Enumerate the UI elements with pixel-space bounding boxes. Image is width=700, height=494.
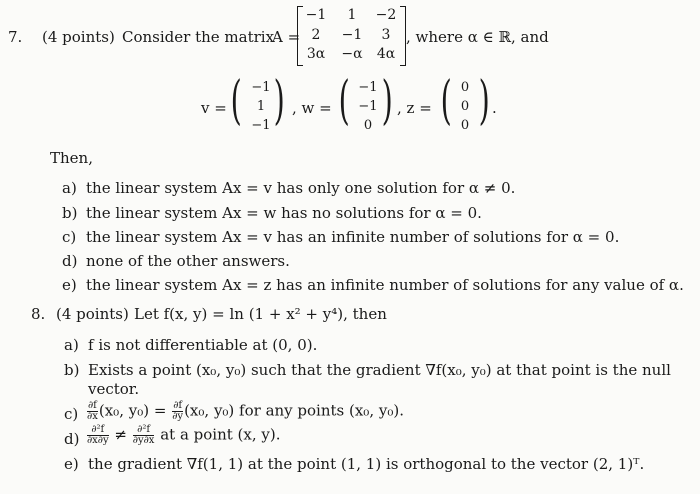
matrix-cell: 3 xyxy=(381,27,391,43)
q7-option-d-text: none of the other answers. xyxy=(86,252,290,270)
q8-intro: Let f(x, y) = ln (1 + x² + y⁴), then xyxy=(134,305,387,323)
v-entry: −1 xyxy=(251,118,271,133)
w-right-paren: ) xyxy=(381,71,393,131)
q8-option-a-text: f is not differentiable at (0, 0). xyxy=(88,336,318,354)
z-entry: 0 xyxy=(460,99,470,114)
q7-option-a-letter: a) xyxy=(62,179,77,197)
q7-option-a-text: the linear system Ax = v has only one solution for α ≠ 0. xyxy=(86,179,516,197)
q7-option-b-letter: b) xyxy=(62,204,78,222)
q7-points: (4 points) xyxy=(42,28,115,46)
w-label: , w = xyxy=(292,99,332,117)
v-left-paren: ( xyxy=(230,71,242,131)
q8-option-b-text: Exists a point (x₀, y₀) such that the gradient ∇f(x₀, y₀) at that point is the null xyxy=(88,361,671,379)
matrix-cell: 2 xyxy=(311,27,321,43)
q8-points: (4 points) xyxy=(56,305,129,323)
q7-where: , where α ∈ ℝ, and xyxy=(406,28,549,46)
matrix-cell: −α xyxy=(341,46,363,62)
w-left-paren: ( xyxy=(338,71,350,131)
q7-option-b-text: the linear system Ax = w has no solutions for α = 0. xyxy=(86,204,482,222)
q8-option-b-text-cont: vector. xyxy=(88,380,140,398)
matrix-cell: −1 xyxy=(341,27,363,43)
partial-f-y-fraction: $\frac{\partial f}{\partial y}$ xyxy=(172,400,184,422)
w-entry: 0 xyxy=(363,118,373,133)
mixed-partial-xy-fraction: $\frac{\text{∂²f}}{\partial x\partial y}$ xyxy=(87,424,109,446)
w-entry: −1 xyxy=(358,99,378,114)
mixed-partial-yx-fraction: $\frac{\text{∂²f}}{\partial y\partial x}$ xyxy=(132,424,155,446)
matrix-cell: 4α xyxy=(376,46,396,62)
q8-option-e-letter: e) xyxy=(64,455,79,473)
q8-option-b-letter: b) xyxy=(64,361,80,379)
z-entry: 0 xyxy=(460,80,470,95)
z-right-paren: ) xyxy=(478,71,490,131)
q7-number: 7. xyxy=(8,28,23,46)
q7-intro: Consider the matrix xyxy=(122,28,275,46)
q8-option-d-expr xyxy=(86,425,280,446)
z-label: , z = xyxy=(397,99,432,117)
matrix-cell: −2 xyxy=(375,7,397,23)
q8-option-d-tail: at a point (x, y). xyxy=(160,425,281,444)
matrix-cell: −1 xyxy=(305,7,327,23)
q8-option-d-letter: d) xyxy=(64,430,80,448)
vectors-end-period: . xyxy=(492,99,497,117)
q7-then: Then, xyxy=(50,149,93,167)
q8-option-e-text: the gradient ∇f(1, 1) at the point (1, 1) is orthogonal to the vector (2, 1)ᵀ. xyxy=(88,455,645,473)
q8-option-d-mid: ≠ xyxy=(114,425,127,444)
matrix-cell: 3α xyxy=(306,46,326,62)
w-entry: −1 xyxy=(358,80,378,95)
partial-f-x-fraction: $\frac{\partial f}{\partial x}$ xyxy=(87,400,98,422)
q8-option-c-expr xyxy=(86,401,404,422)
q7-option-c-text: the linear system Ax = v has an infinite number of solutions for α = 0. xyxy=(86,228,620,246)
q7-matrix-name: A = xyxy=(272,28,301,46)
q7-option-d-letter: d) xyxy=(62,252,78,270)
q7-option-e-text: the linear system Ax = z has an infinite number of solutions for any value of α. xyxy=(86,276,684,294)
q8-option-a-letter: a) xyxy=(64,336,79,354)
z-left-paren: ( xyxy=(440,71,452,131)
v-right-paren: ) xyxy=(273,71,285,131)
q8-option-c-tail: (x₀, y₀) for any points (x₀, y₀). xyxy=(184,401,404,420)
q7-option-e-letter: e) xyxy=(62,276,77,294)
matrix-cell: 1 xyxy=(347,7,357,23)
z-entry: 0 xyxy=(460,118,470,133)
q7-option-c-letter: c) xyxy=(62,228,77,246)
q8-option-c-letter: c) xyxy=(64,405,79,423)
q8-number: 8. xyxy=(31,305,46,323)
q8-option-c-mid: (x₀, y₀) = xyxy=(98,401,167,420)
v-label: v = xyxy=(201,99,227,117)
v-entry: −1 xyxy=(251,80,271,95)
v-entry: 1 xyxy=(256,99,266,114)
